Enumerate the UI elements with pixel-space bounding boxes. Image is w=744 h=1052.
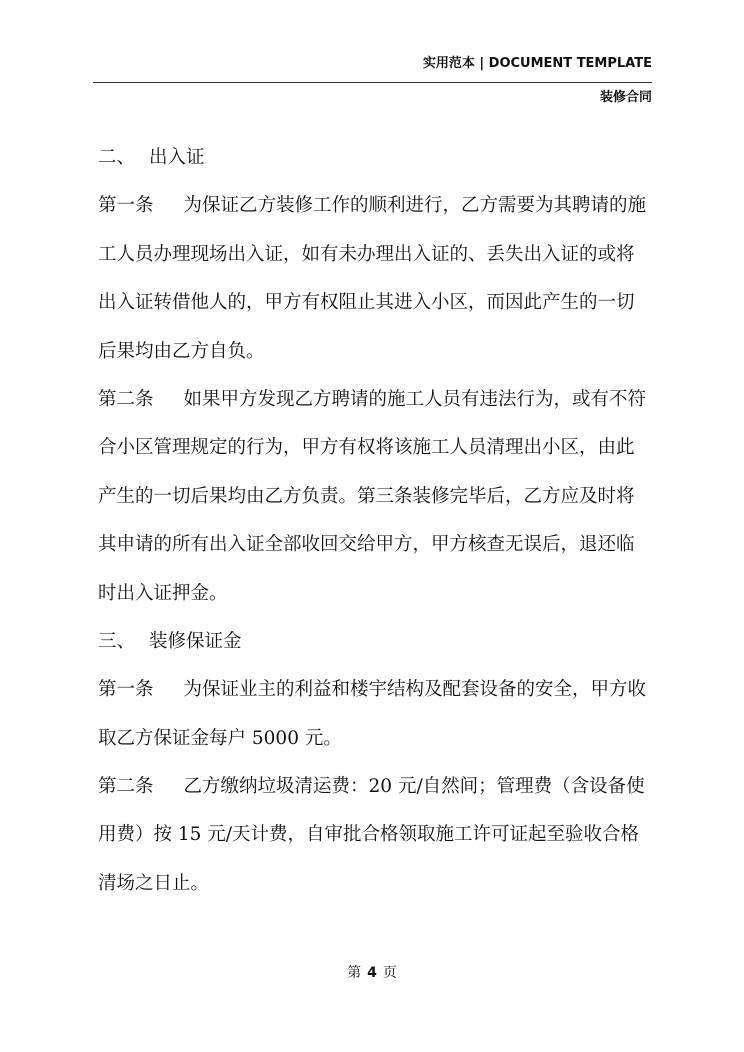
paragraph-line	[98, 382, 654, 430]
header-template-label: 实用范本 | DOCUMENT TEMPLATE	[422, 56, 652, 71]
paragraph-line: 产生的一切后果均由乙方负责。第三条装修完毕后，乙方应及时将	[98, 485, 635, 507]
article-label: 第二条	[98, 388, 154, 410]
paragraph-line: 其申请的所有出入证全部收回交给甲方，甲方核查无误后，退还临	[98, 534, 635, 556]
article-label: 第二条	[98, 776, 154, 798]
paragraph-line	[98, 769, 654, 817]
paragraph-line: 后果均由乙方自负。	[98, 340, 265, 362]
paragraph-line: 清场之日止。	[98, 872, 210, 894]
article-label: 第一条	[98, 679, 154, 701]
section-heading	[98, 140, 654, 188]
paragraph-line: 出入证转借他人的，甲方有权阻止其进入小区，而因此产生的一切	[98, 292, 635, 314]
page-prefix: 第	[347, 965, 362, 981]
paragraph-line: 时出入证押金。	[98, 582, 228, 604]
section-number: 三、	[98, 630, 136, 652]
page-footer	[0, 962, 744, 982]
section-title: 出入证	[149, 147, 205, 168]
paragraph-text: 如果甲方发现乙方聘请的施工人员有违法行为，或有不符	[183, 388, 647, 410]
page-number: 4	[367, 965, 377, 981]
paragraph-line: 用费）按 15 元/天计费，自审批合格领取施工许可证起至验收合格	[98, 824, 640, 846]
paragraph-text: 为保证业主的利益和楼宇结构及配套设备的安全，甲方收	[183, 679, 647, 701]
section-heading	[98, 624, 654, 672]
paragraph-text: 乙方缴纳垃圾清运费：20 元/自然间；管理费（含设备使	[183, 776, 645, 798]
article-label: 第一条	[98, 195, 154, 217]
header-doc-title: 装修合同	[599, 90, 652, 105]
section-title: 装修保证金	[149, 630, 242, 652]
paragraph-line: 合小区管理规定的行为，甲方有权将该施工人员清理出小区，由此	[98, 437, 635, 459]
paragraph-line: 取乙方保证金每户 5000 元。	[98, 727, 342, 749]
header-divider	[93, 82, 652, 83]
section-number: 二、	[98, 147, 136, 168]
page-suffix: 页	[382, 965, 397, 981]
document-body	[98, 140, 654, 914]
paragraph-line: 工人员办理现场出入证，如有未办理出入证的、丢失出入证的或将	[98, 243, 635, 265]
paragraph-line	[98, 672, 654, 720]
paragraph-text: 为保证乙方装修工作的顺利进行，乙方需要为其聘请的施	[183, 195, 647, 217]
paragraph-line	[98, 188, 654, 236]
